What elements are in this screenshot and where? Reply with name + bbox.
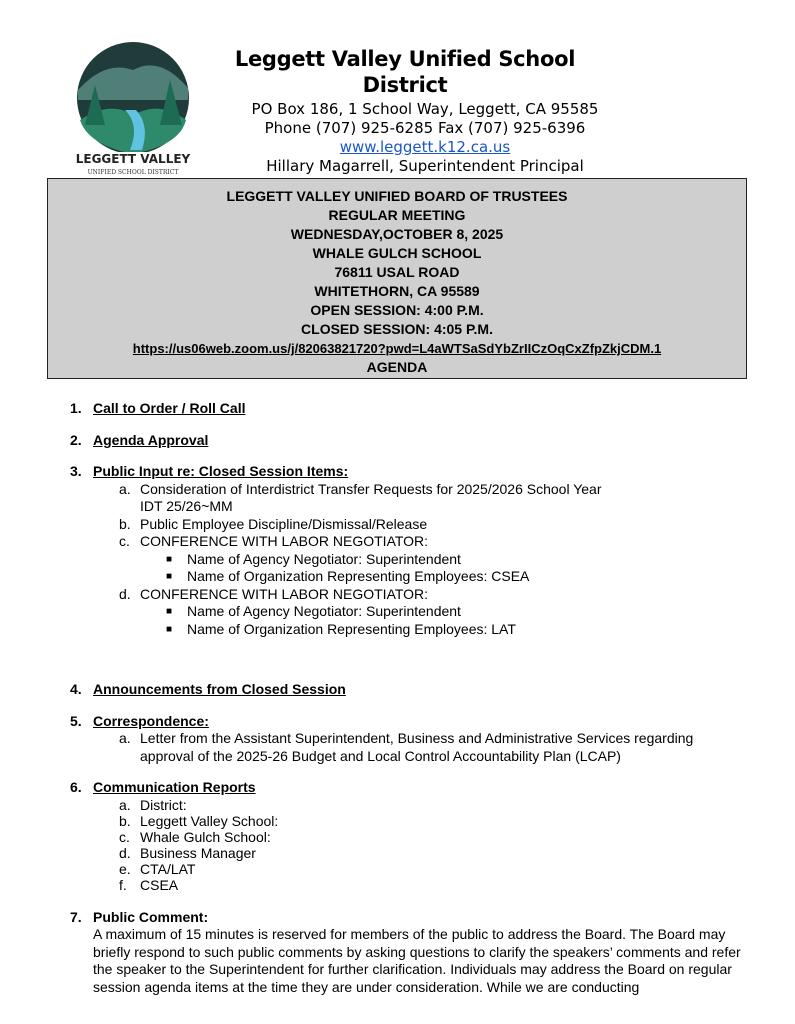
sub-item: b. Public Employee Discipline/Dismissal/Release — [119, 515, 428, 532]
agenda-list — [0, 400, 795, 996]
agenda-item-7: 7. Public Comment: — [70, 908, 209, 925]
meeting-line: OPEN SESSION: 4:00 P.M. — [310, 302, 484, 318]
bullet-item: ■ Name of Agency Negotiator: Superintendent — [166, 550, 461, 567]
sub-item: f. CSEA — [119, 876, 179, 893]
agenda-label: AGENDA — [366, 359, 428, 375]
agenda-item-5: 5. Correspondence: — [70, 712, 209, 729]
meeting-line: WEDNESDAY,OCTOBER 8, 2025 — [290, 226, 504, 242]
bullet-item: ■ Name of Organization Representing Employees: LAT — [166, 620, 516, 637]
sub-item: d. Business Manager — [119, 844, 256, 861]
zoom-link[interactable]: https://us06web.zoom.us/j/82063821720?pwd=L4aWTSaSdYbZrIICzOqCxZfpZkjCDM.1 — [132, 341, 662, 356]
superintendent: Hillary Magarrell, Superintendent Principal — [266, 157, 584, 175]
sub-item: b. Leggett Valley School: — [119, 812, 279, 829]
letterhead — [205, 46, 605, 176]
sub-item: c. CONFERENCE WITH LABOR NEGOTIATOR: — [119, 533, 429, 549]
agenda-item-4: 4. Announcements from Closed Session — [70, 681, 346, 697]
bullet-item: ■ Name of Organization Representing Employees: CSEA — [166, 568, 530, 584]
agenda-item-2: 2. Agenda Approval — [70, 431, 209, 448]
agenda-item-3: 3. Public Input re: Closed Session Items: — [70, 463, 349, 479]
meeting-line: WHITETHORN, CA 95589 — [314, 283, 480, 299]
public-comment-text: A maximum of 15 minutes is reserved for members of the public to address the Board. The Board may briefly respond to such public comments by asking questions to clarify the speakers’ comments and refer the speaker to the Superintendent for further clarification. Individuals may address the Board on regular session agenda items at the time they are under consideration. While we are conducting — [93, 926, 741, 995]
sub-item: a. District: — [119, 796, 187, 813]
meeting-info-box — [47, 178, 747, 379]
svg-text:LEGGETT VALLEY: LEGGETT VALLEY — [75, 152, 191, 166]
sub-item: e. CTA/LAT — [119, 860, 196, 877]
meeting-line: REGULAR MEETING — [328, 207, 466, 223]
website-link[interactable]: www.leggett.k12.ca.us — [339, 138, 511, 156]
sub-item: d. CONFERENCE WITH LABOR NEGOTIATOR: — [119, 585, 429, 602]
meeting-line: CLOSED SESSION: 4:05 P.M. — [301, 321, 493, 337]
meeting-line: WHALE GULCH SCHOOL — [312, 245, 482, 261]
phone-fax: Phone (707) 925-6285 Fax (707) 925-6396 — [264, 119, 586, 137]
district-name: Leggett Valley Unified School District — [234, 47, 576, 97]
bullet-item: ■ Name of Agency Negotiator: Superintendent — [166, 603, 461, 619]
sub-item: c. Whale Gulch School: — [119, 828, 271, 845]
sub-item: a. Consideration of Interdistrict Transfer Requests for 2025/2026 School Year IDT 25/26~MM — [119, 480, 602, 514]
meeting-line: 76811 USAL ROAD — [334, 264, 460, 280]
district-logo — [70, 40, 196, 176]
agenda-item-1: 1. Call to Order / Roll Call — [70, 400, 246, 416]
sub-item: a. Letter from the Assistant Superintendent, Business and Administrative Services regarding approval of the 2025-26 Budget and Local Control Accountability Plan (LCAP) — [119, 730, 694, 764]
agenda-item-6: 6. Communication Reports — [70, 779, 256, 795]
meeting-line: LEGGETT VALLEY UNIFIED BOARD OF TRUSTEES — [226, 188, 568, 204]
svg-text:UNIFIED SCHOOL DISTRICT: UNIFIED SCHOOL DISTRICT — [87, 169, 179, 176]
address: PO Box 186, 1 School Way, Leggett, CA 95585 — [251, 100, 599, 118]
